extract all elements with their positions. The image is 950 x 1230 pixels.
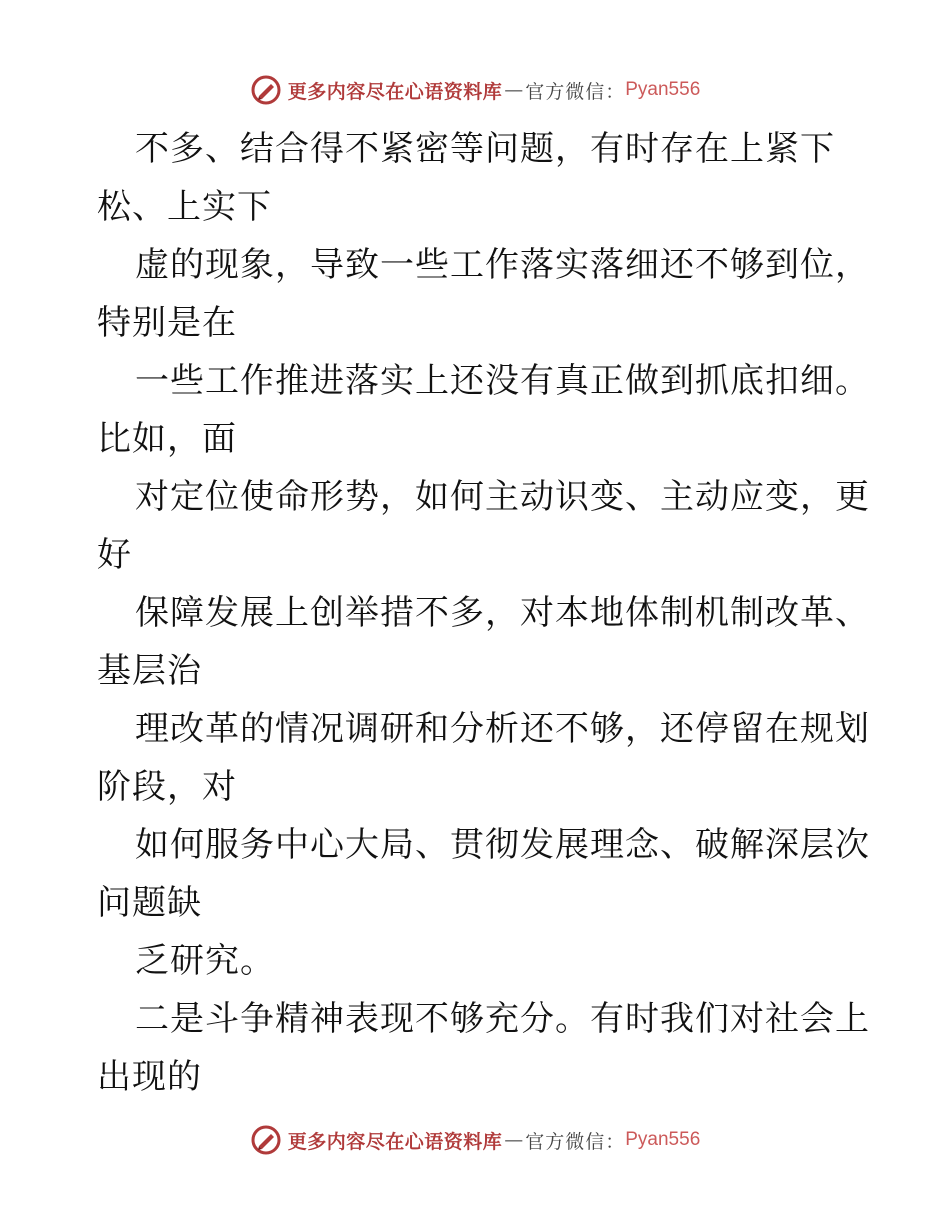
banner-wechat-id: Pyan556 xyxy=(625,79,701,100)
banner-main-text: 更多内容尽在心语资料库 xyxy=(287,1130,503,1153)
text-line: 理改革的情况调研和分析还不够，还停留在规划 xyxy=(135,709,870,749)
text-line: 虚的现象，导致一些工作落实落细还不够到位， xyxy=(135,245,870,285)
banner-official-label: 官方微信： xyxy=(525,80,626,103)
text-line: 阶段，对 xyxy=(97,767,237,807)
text-line: 松、上实下 xyxy=(97,187,272,227)
banner-separator: — xyxy=(504,1129,524,1151)
banner-official-label: 官方微信： xyxy=(525,1130,626,1153)
text-line: 二是斗争精神表现不够充分。有时我们对社会上 xyxy=(135,999,870,1039)
text-line: 保障发展上创举措不多，对本地体制机制改革、 xyxy=(135,593,870,633)
text-line: 问题缺 xyxy=(97,883,202,923)
document-body xyxy=(97,120,877,1106)
pen-seal-icon xyxy=(250,74,282,106)
text-line: 一些工作推进落实上还没有真正做到抓底扣细。 xyxy=(135,361,870,401)
text-line: 不多、结合得不紧密等问题，有时存在上紧下 xyxy=(135,129,835,169)
header-banner xyxy=(0,70,950,110)
text-line: 好 xyxy=(97,535,132,575)
text-line: 如何服务中心大局、贯彻发展理念、破解深层次 xyxy=(135,825,870,865)
pen-seal-icon xyxy=(250,1124,282,1156)
footer-banner xyxy=(0,1120,950,1160)
text-line: 乏研究。 xyxy=(135,941,275,981)
text-line: 比如，面 xyxy=(97,419,237,459)
banner-wechat-id: Pyan556 xyxy=(625,1129,701,1150)
banner-main-text: 更多内容尽在心语资料库 xyxy=(287,80,503,103)
text-line: 出现的 xyxy=(97,1057,202,1097)
text-line: 基层治 xyxy=(97,651,202,691)
text-line: 对定位使命形势，如何主动识变、主动应变，更 xyxy=(135,477,870,517)
text-line: 特别是在 xyxy=(97,303,237,343)
banner-separator: — xyxy=(504,79,524,101)
